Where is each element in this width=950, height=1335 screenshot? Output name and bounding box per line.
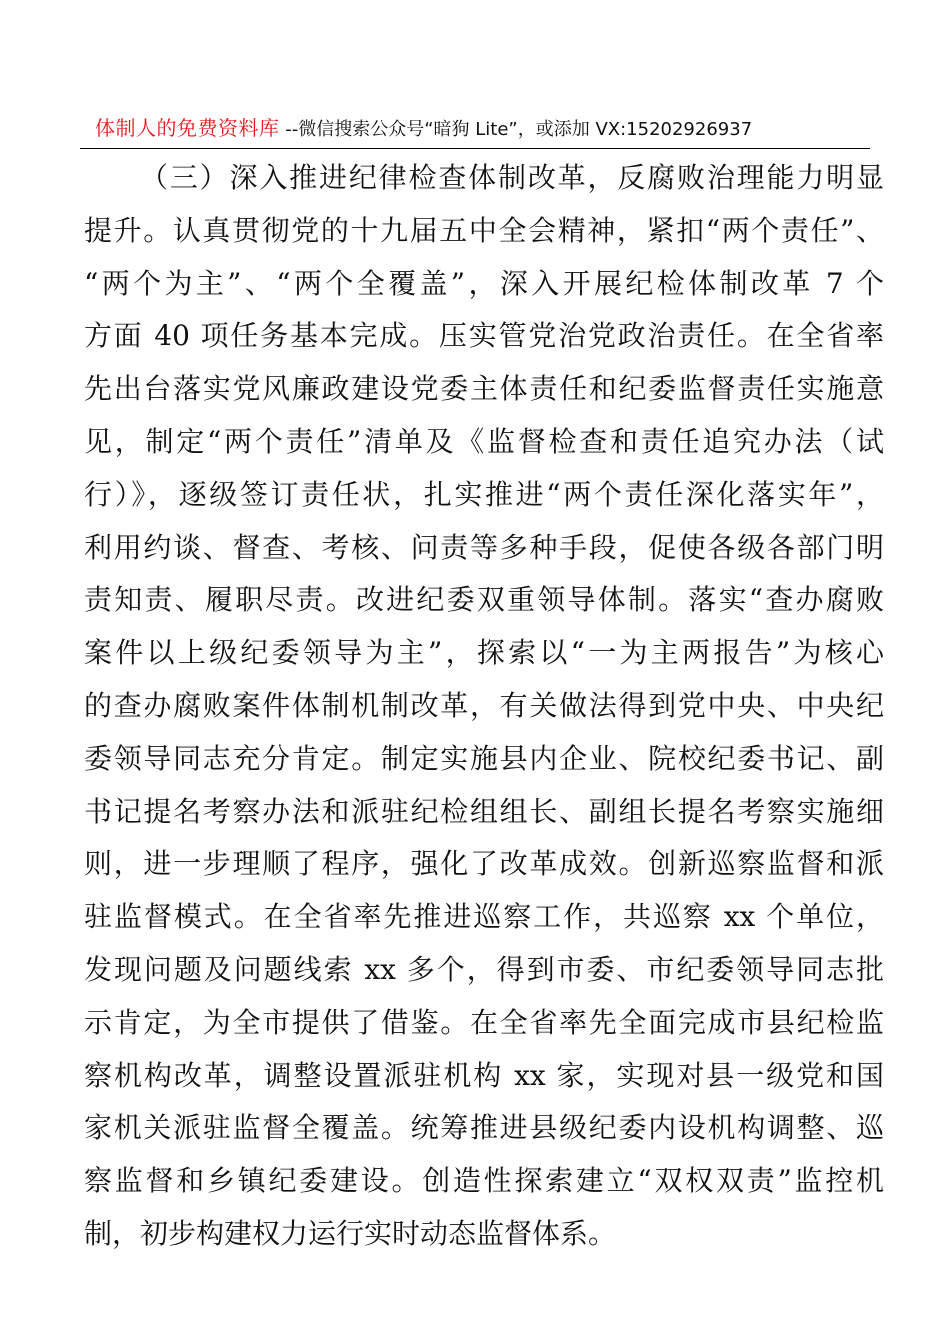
paragraph-line: 察监督和乡镇纪委建设。创造性探索建立“双权双责”监控机 [84,1164,884,1198]
paragraph-line: 察机构改革，调整设置派驻机构 xx 家，实现对县一级党和国 [84,1058,884,1092]
paragraph-line: 的查办腐败案件体制机制改革，有关做法得到党中央、中央纪 [84,688,884,722]
paragraph-line: 案件以上级纪委领导为主”，探索以“一为主两报告”为核心 [84,636,884,670]
paragraph-line: 发现问题及问题线索 xx 多个，得到市委、市纪委领导同志批 [84,952,884,986]
paragraph-line: 利用约谈、督查、考核、问责等多种手段，促使各级各部门明 [84,530,884,564]
paragraph-line: 委领导同志充分肯定。制定实施县内企业、院校纪委书记、副 [84,741,884,775]
paragraph-line: 制，初步构建权力运行实时动态监督体系。 [84,1216,617,1250]
body-paragraph [84,152,884,1261]
paragraph-line: 驻监督模式。在全省率先推进巡察工作，共巡察 xx 个单位， [84,900,884,934]
paragraph-line: 家机关派驻监督全覆盖。统筹推进县级纪委内设机构调整、巡 [84,1111,884,1145]
paragraph-line: 则，进一步理顺了程序，强化了改革成效。创新巡察监督和派 [84,847,884,881]
paragraph-line: 见，制定“两个责任”清单及《监督检查和责任追究办法（试 [84,424,884,458]
paragraph-line: 方面 40 项任务基本完成。压实管党治党政治责任。在全省率 [84,319,884,353]
header-divider [80,148,870,149]
header-contact-text: --微信搜索公众号“暗狗 Lite”，或添加 VX:15202926937 [279,119,753,140]
paragraph-line: 行）》，逐级签订责任状，扎实推进“两个责任深化落实年”， [84,477,884,511]
paragraph-line: 提升。认真贯彻党的十九届五中全会精神，紧扣“两个责任”、 [84,213,884,247]
paragraph-line: 书记提名考察办法和派驻纪检组组长、副组长提名考察实施细 [84,794,884,828]
paragraph-line: 示肯定，为全市提供了借鉴。在全省率先全面完成市县纪检监 [84,1005,884,1039]
page-header [95,113,875,145]
header-brand-text: 体制人的免费资料库 [95,116,280,140]
paragraph-line: （三）深入推进纪律检查体制改革，反腐败治理能力明显 [140,161,884,194]
paragraph-line: 责知责、履职尽责。改进纪委双重领导体制。落实“查办腐败 [84,583,884,617]
paragraph-line: “两个为主”、“两个全覆盖”，深入开展纪检体制改革 7 个 [84,266,884,300]
paragraph-line: 先出台落实党风廉政建设党委主体责任和纪委监督责任实施意 [84,372,884,406]
